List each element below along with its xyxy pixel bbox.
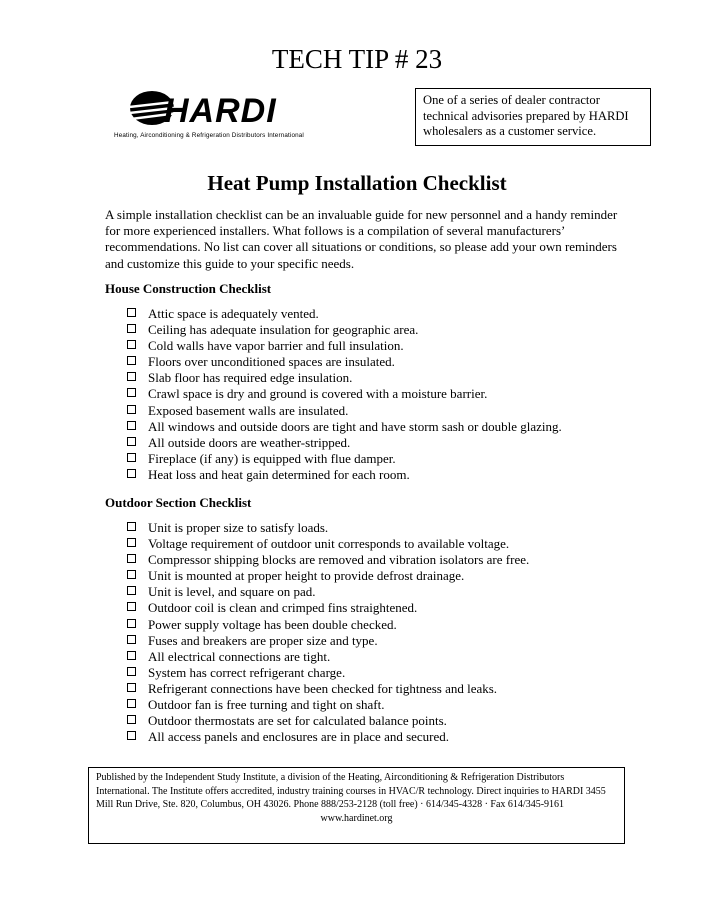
outdoor-checklist-heading: Outdoor Section Checklist <box>105 495 252 510</box>
checkbox-icon <box>127 421 136 430</box>
house-checklist-heading: House Construction Checklist <box>105 281 272 296</box>
list-item: Cold walls have vapor barrier and full insulation. <box>127 338 562 354</box>
list-item: Unit is proper size to satisfy loads. <box>127 520 529 536</box>
footer-text: Published by the Independent Study Institute, a division of the Heating, Airconditioning & Refrigeration Distributors International. The Institute offers accredited, industry training courses in HVAC/R technology. Direct inquiries to HARDI 3455 Mill Run Drive, Ste. 820, Columbus, OH 43026. Phone 888/253-2128 (toll free) · 614/345-4328 · Fax 614/345-9161 <box>96 772 606 811</box>
intro-paragraph: A simple installation checklist can be an invaluable guide for new personnel and a handy reminder for more experienced installers. What follows is a compilation of several manufacturers’ recommendations. No list can cover all situations or conditions, so please add your own reminders and customize this guide to your specific needs. <box>105 207 618 271</box>
list-item: Slab floor has required edge insulation. <box>127 370 562 386</box>
list-item: Unit is mounted at proper height to provide defrost drainage. <box>127 568 529 584</box>
page-title: TECH TIP # 23 <box>271 44 443 74</box>
list-item: All electrical connections are tight. <box>127 649 529 665</box>
checkbox-icon <box>127 619 136 628</box>
list-item: Attic space is adequately vented. <box>127 306 562 322</box>
outdoor-checklist <box>127 520 529 745</box>
list-item: Fuses and breakers are proper size and type. <box>127 633 529 649</box>
list-item: Voltage requirement of outdoor unit corresponds to available voltage. <box>127 536 529 552</box>
checkbox-icon <box>127 699 136 708</box>
logo-tagline: Heating, Airconditioning & Refrigeration Distributors International <box>114 132 304 139</box>
house-checklist <box>127 306 562 483</box>
checkbox-icon <box>127 667 136 676</box>
checkbox-icon <box>127 356 136 365</box>
checkbox-icon <box>127 602 136 611</box>
checkbox-icon <box>127 538 136 547</box>
list-item: Power supply voltage has been double checked. <box>127 617 529 633</box>
checkbox-icon <box>127 308 136 317</box>
document-heading: Heat Pump Installation Checklist <box>207 171 507 195</box>
checkbox-icon <box>127 388 136 397</box>
advisory-box: One of a series of dealer contractor technical advisories prepared by HARDI wholesalers as a customer service. <box>415 88 651 146</box>
checkbox-icon <box>127 372 136 381</box>
list-item: Outdoor thermostats are set for calculated balance points. <box>127 713 529 729</box>
footer-url: www.hardinet.org <box>320 812 393 824</box>
logo-wordmark-text: HARDI <box>164 92 277 130</box>
list-item: Ceiling has adequate insulation for geographic area. <box>127 322 562 338</box>
checkbox-icon <box>127 522 136 531</box>
checkbox-icon <box>127 469 136 478</box>
hardi-wordmark <box>100 88 400 132</box>
list-item: Compressor shipping blocks are removed and vibration isolators are free. <box>127 552 529 568</box>
checkbox-icon <box>127 570 136 579</box>
checkbox-icon <box>127 635 136 644</box>
list-item: All outside doors are weather-stripped. <box>127 435 562 451</box>
list-item: Exposed basement walls are insulated. <box>127 403 562 419</box>
list-item: Outdoor fan is free turning and tight on shaft. <box>127 697 529 713</box>
hardi-logo <box>100 88 400 150</box>
list-item: Outdoor coil is clean and crimped fins straightened. <box>127 600 529 616</box>
list-item: Refrigerant connections have been checked for tightness and leaks. <box>127 681 529 697</box>
checkbox-icon <box>127 554 136 563</box>
list-item: All access panels and enclosures are in place and secured. <box>127 729 529 745</box>
list-item: System has correct refrigerant charge. <box>127 665 529 681</box>
list-item: Unit is level, and square on pad. <box>127 584 529 600</box>
footer-box <box>88 767 625 844</box>
list-item: Crawl space is dry and ground is covered with a moisture barrier. <box>127 386 562 402</box>
checkbox-icon <box>127 715 136 724</box>
list-item: Floors over unconditioned spaces are insulated. <box>127 354 562 370</box>
checkbox-icon <box>127 340 136 349</box>
list-item: Heat loss and heat gain determined for each room. <box>127 467 562 483</box>
checkbox-icon <box>127 683 136 692</box>
checkbox-icon <box>127 651 136 660</box>
list-item: Fireplace (if any) is equipped with flue damper. <box>127 451 562 467</box>
checkbox-icon <box>127 405 136 414</box>
list-item: All windows and outside doors are tight and have storm sash or double glazing. <box>127 419 562 435</box>
checkbox-icon <box>127 731 136 740</box>
checkbox-icon <box>127 324 136 333</box>
checkbox-icon <box>127 453 136 462</box>
checkbox-icon <box>127 586 136 595</box>
checkbox-icon <box>127 437 136 446</box>
